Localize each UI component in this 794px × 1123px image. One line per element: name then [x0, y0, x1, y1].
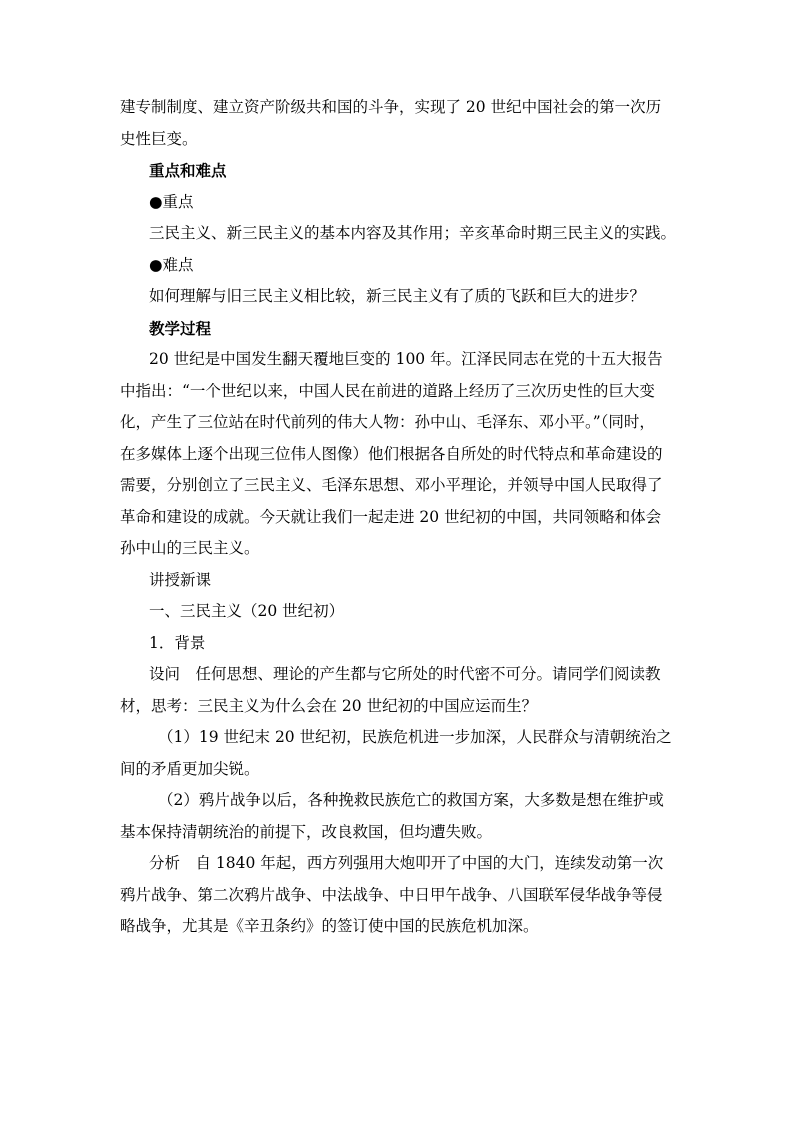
body-text-line: 设问 任何思想、理论的产生都与它所处的时代密不可分。请同学们阅读教	[149, 665, 661, 683]
body-text-line: 分析 自 1840 年起，西方列强用大炮叩开了中国的大门，连续发动第一次	[149, 854, 664, 872]
document-page	[120, 92, 680, 943]
bullet-item: ●难点	[149, 255, 194, 274]
body-text-line: 20 世纪是中国发生翻天覆地巨变的 100 年。江泽民同志在党的十五大报告	[149, 350, 663, 368]
subsection-label: 1．背景	[149, 633, 206, 652]
body-text-line: 三民主义、新三民主义的基本内容及其作用；辛亥革命时期三民主义的实践。	[149, 224, 677, 242]
body-text-line: 建专制制度、建立资产阶级共和国的斗争，实现了 20 世纪中国社会的第一次历	[120, 98, 662, 116]
body-text-line: 略战争，尤其是《辛丑条约》的签订使中国的民族危机加深。	[120, 917, 539, 935]
body-text-line: 孙中山的三民主义。	[120, 539, 260, 557]
body-text-line: 在多媒体上逐个出现三位伟人图像）他们根据各自所处的时代特点和革命建设的	[120, 444, 663, 463]
body-text-line: 基本保持清朝统治的前提下，改良救国，但均遭失败。	[120, 822, 493, 841]
body-text-line: 鸦片战争、第二次鸦片战争、中法战争、中日甲午战争、八国联军侵华战争等侵	[120, 885, 663, 904]
body-text-line: 如何理解与旧三民主义相比较，新三民主义有了质的飞跃和巨大的进步？	[149, 287, 646, 305]
section-heading: 重点和难点	[149, 161, 227, 180]
body-text-line: 史性巨变。	[120, 129, 198, 148]
body-text-line: 材，思考：三民主义为什么会在 20 世纪初的中国应运而生？	[120, 696, 538, 715]
body-text-line: 需要，分别创立了三民主义、毛泽东思想、邓小平理论，并领导中国人民取得了	[120, 476, 663, 494]
section-heading: 教学过程	[149, 318, 212, 338]
subsection-label: 讲授新课	[149, 570, 212, 589]
body-text-line: 化，产生了三位站在时代前列的伟大人物：孙中山、毛泽东、邓小平。”（同时，	[120, 413, 655, 431]
bullet-item: ●重点	[149, 192, 194, 211]
body-text-line: 间的矛盾更加尖锐。	[120, 759, 260, 778]
body-text-line: 中指出：“一个世纪以来，中国人民在前进的道路上经历了三次历史性的巨大变	[120, 381, 655, 400]
body-text-line: （2）鸦片战争以后，各种挽救民族危亡的救国方案，大多数是想在维护或	[158, 791, 664, 809]
subsection-label: 一、三民主义（20 世纪初）	[149, 602, 345, 620]
body-text-line: 革命和建设的成就。今天就让我们一起走进 20 世纪初的中国，共同领略和体会	[120, 507, 662, 526]
body-text-line: （1）19 世纪末 20 世纪初，民族危机进一步加深，人民群众与清朝统治之	[158, 728, 672, 746]
